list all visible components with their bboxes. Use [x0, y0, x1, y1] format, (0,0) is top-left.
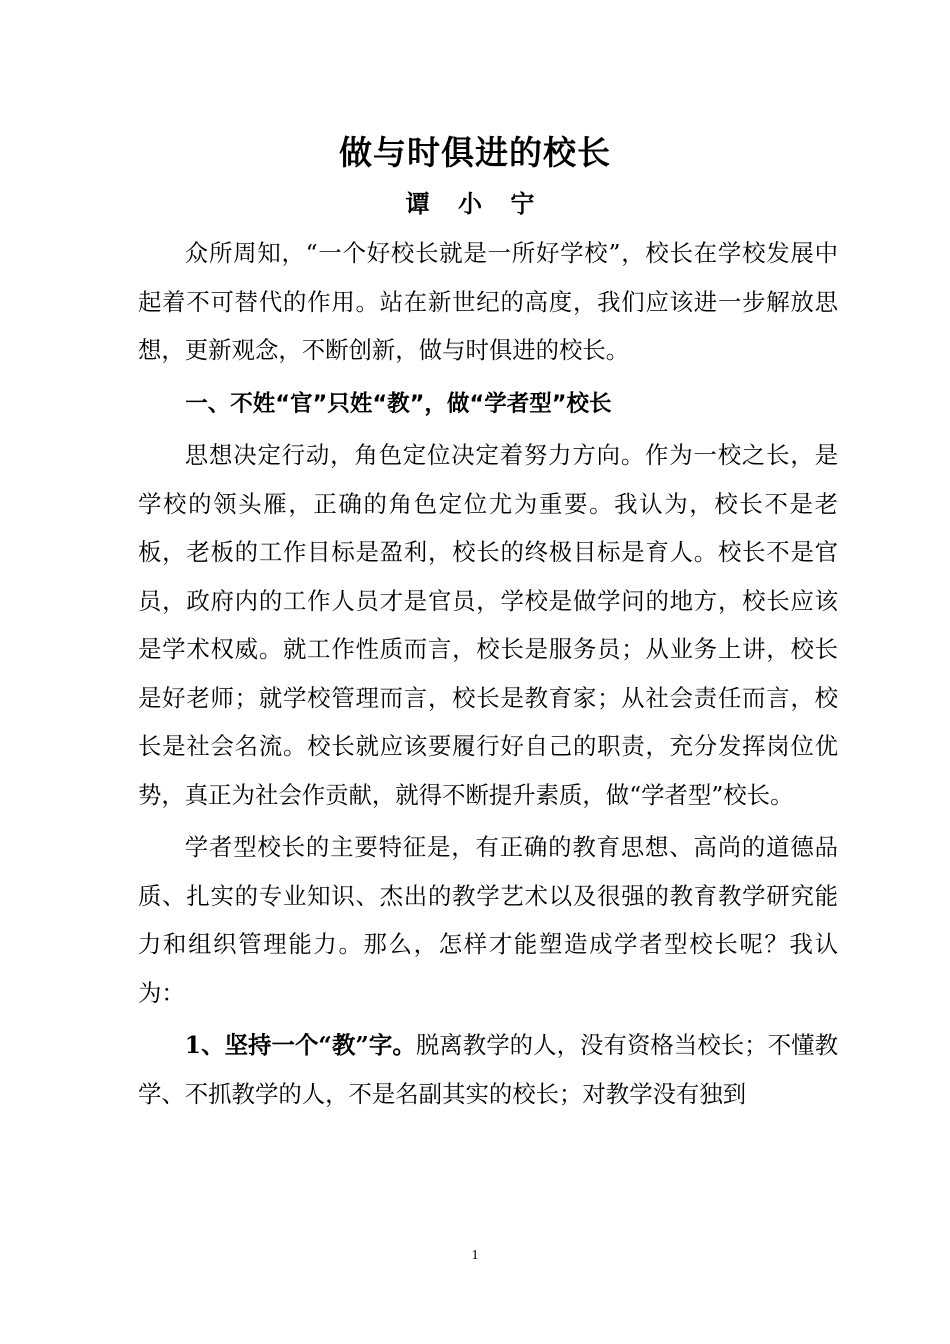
paragraph: 思想决定行动，角色定位决定着努力方向。作为一校之长，是学校的领头雁，正确的角色定位尤为重要。我认为，校长不是老板，老板的工作目标是盈利，校长的终极目标是育人。校长不是官员，政府内的工作人员才是官员，学校是做学问的地方，校长应该是学术权威。就工作性质而言，校长是服务员；从业务上讲，校长是好老师；就学校管理而言，校长是教育家；从社会责任而言，校长是社会名流。校长就应该要履行好自己的职责，充分发挥岗位优势，真正为社会作贡献，就得不断提升素质，做“学者型”校长。: [138, 441, 838, 809]
document-body: [138, 229, 838, 1118]
paragraph: 学者型校长的主要特征是，有正确的教育思想、高尚的道德品质、扎实的专业知识、杰出的教学艺术以及很强的教育教学研究能力和组织管理能力。那么，怎样才能塑造成学者型校长呢？我认为：: [138, 833, 838, 1007]
paragraph-point-1: [138, 1021, 838, 1118]
section-heading: 一、不姓“官”只姓“教”，做“学者型”校长: [185, 390, 612, 417]
point-lead: 1、坚持一个“教”字。: [184, 1031, 416, 1059]
paragraph-intro: 众所周知，“一个好校长就是一所好学校”，校长在学校发展中起着不可替代的作用。站在新世纪的高度，我们应该进一步解放思想，更新观念，不断创新，做与时俱进的校长。: [138, 239, 838, 364]
author-name: 谭 小 宁: [405, 189, 545, 218]
page-number: 1: [471, 1248, 479, 1263]
document-title: 做与时俱进的校长: [339, 133, 611, 172]
point-text: 脱离教学的人，没有资格当校长；不懂教学、不抓教学的人，不是名副其实的校长；对教学没有独到: [138, 1031, 839, 1108]
